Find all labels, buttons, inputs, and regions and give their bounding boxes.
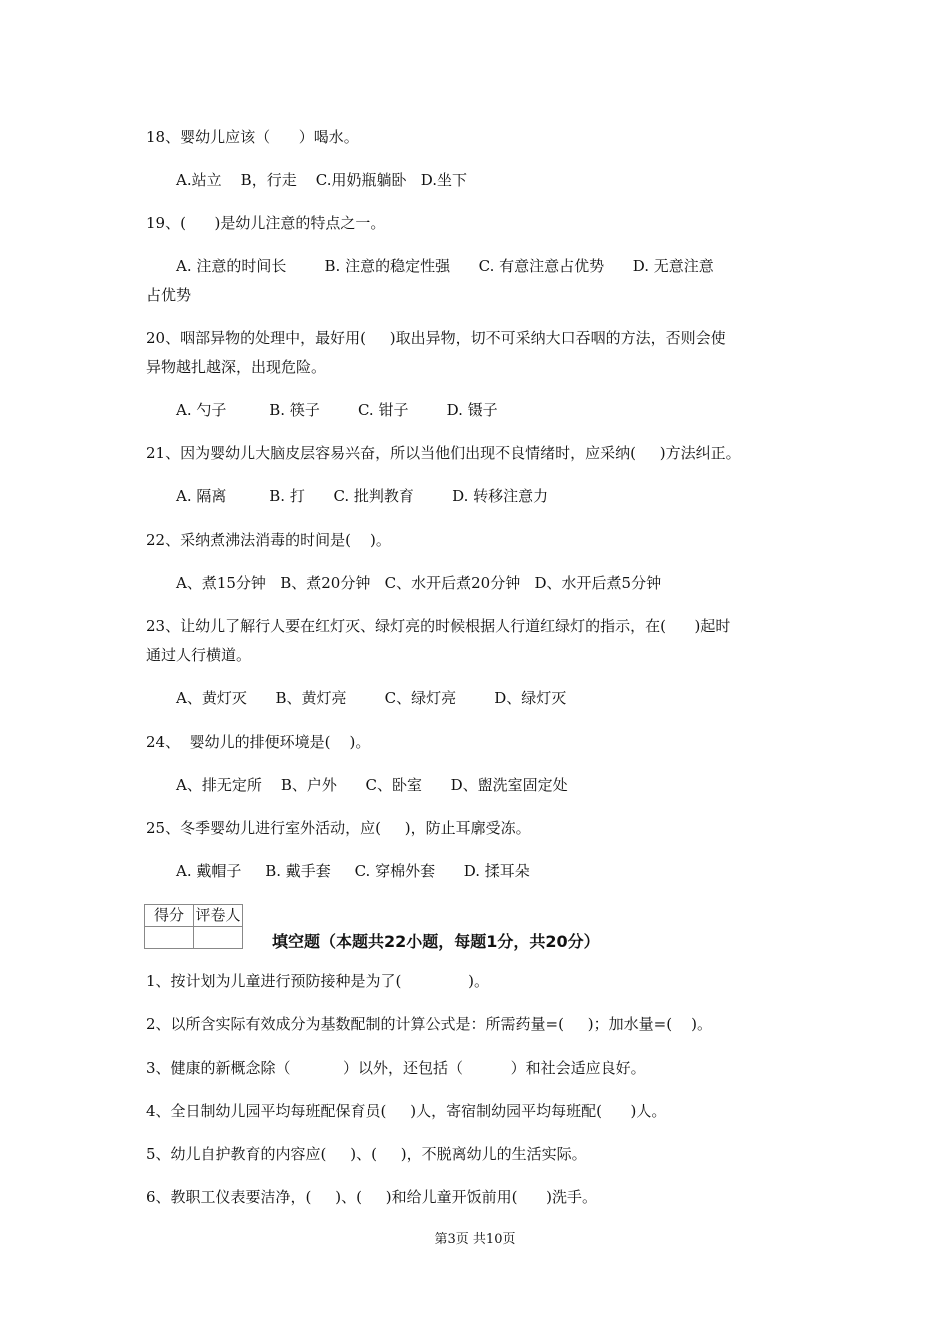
question-20-stem: 20、咽部异物的处理中，最好用( )取出异物，切不可采纳大口吞咽的方法，否则会使	[146, 329, 726, 347]
score-label: 得分	[145, 905, 194, 927]
question-20-stem-cont: 异物越扎越深，出现危险。	[146, 358, 327, 376]
grader-cell	[194, 927, 243, 949]
question-25-options: A. 戴帽子 B. 戴手套 C. 穿棉外套 D. 揉耳朵	[176, 862, 530, 880]
score-cell	[145, 927, 194, 949]
section-title: 填空题（本题共22小题，每题1分，共20分）	[272, 932, 600, 951]
fill-blank-3: 3、健康的新概念除（ ）以外，还包括（ ）和社会适应良好。	[146, 1059, 646, 1077]
question-21-options: A. 隔离 B. 打 C. 批判教育 D. 转移注意力	[176, 487, 549, 505]
question-19-options-cont: 占优势	[146, 286, 192, 304]
question-22-options: A、煮15分钟 B、煮20分钟 C、水开后煮20分钟 D、水开后煮5分钟	[176, 574, 662, 592]
question-18-stem: 18、婴幼儿应该（ ）喝水。	[146, 128, 359, 146]
question-22-stem: 22、采纳煮沸法消毒的时间是( )。	[146, 531, 391, 549]
page-footer: 第3页 共10页	[434, 1232, 516, 1247]
fill-blank-6: 6、教职工仪表要洁净，( )、( )和给儿童开饭前用( )洗手。	[146, 1188, 597, 1206]
fill-blank-1: 1、按计划为儿童进行预防接种是为了( )。	[146, 972, 490, 990]
fill-blank-5: 5、幼儿自护教育的内容应( )、( )，不脱离幼儿的生活实际。	[146, 1145, 587, 1163]
question-24-options: A、排无定所 B、户外 C、卧室 D、盥洗室固定处	[176, 776, 568, 794]
question-20-options: A. 勺子 B. 筷子 C. 钳子 D. 镊子	[176, 401, 498, 419]
question-23-stem: 23、让幼儿了解行人要在红灯灭、绿灯亮的时候根据人行道红绿灯的指示，在( )起时	[146, 617, 731, 635]
fill-blank-4: 4、全日制幼儿园平均每班配保育员( )人，寄宿制幼园平均每班配( )人。	[146, 1102, 667, 1120]
question-23-stem-cont: 通过人行横道。	[146, 646, 252, 664]
question-25-stem: 25、冬季婴幼儿进行室外活动，应( )，防止耳廓受冻。	[146, 819, 531, 837]
fill-blank-2: 2、以所含实际有效成分为基数配制的计算公式是：所需药量=( )；加水量=( )。	[146, 1015, 713, 1033]
question-23-options: A、黄灯灭 B、黄灯亮 C、绿灯亮 D、绿灯灭	[176, 689, 567, 707]
question-24-stem: 24、 婴幼儿的排便环境是( )。	[146, 733, 371, 751]
question-19-options: A. 注意的时间长 B. 注意的稳定性强 C. 有意注意占优势 D. 无意注意	[176, 257, 714, 275]
grader-label: 评卷人	[194, 905, 243, 927]
question-21-stem: 21、因为婴幼儿大脑皮层容易兴奋，所以当他们出现不良情绪时，应采纳( )方法纠正。	[146, 444, 741, 462]
score-box	[144, 904, 243, 949]
question-19-stem: 19、( )是幼儿注意的特点之一。	[146, 214, 386, 232]
question-18-options: A.站立 B，行走 C.用奶瓶躺卧 D.坐下	[176, 171, 468, 189]
